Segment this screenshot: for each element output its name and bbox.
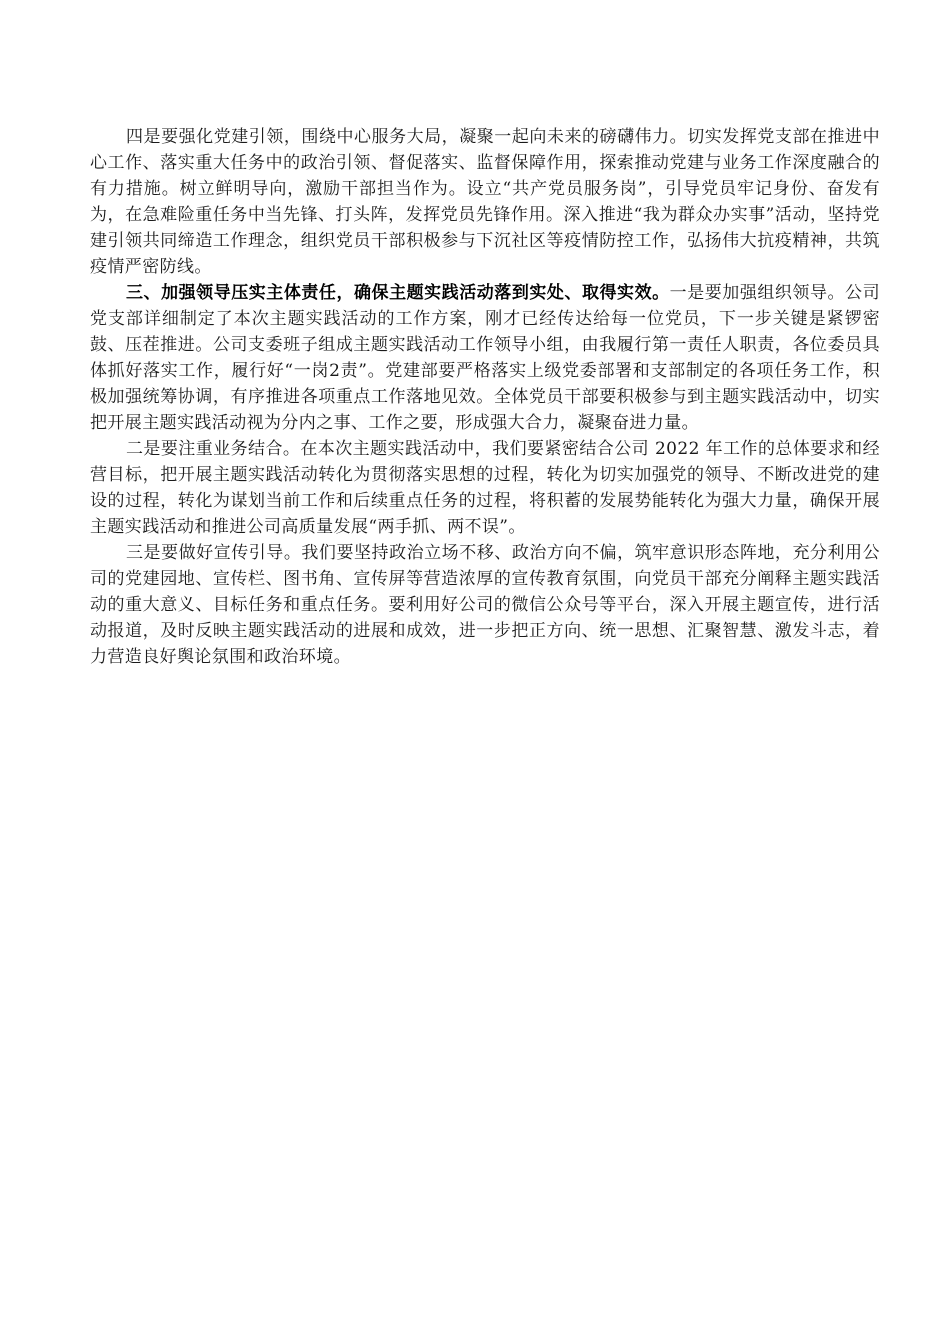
paragraph-2 (90, 280, 880, 436)
section-heading-3: 三、加强领导压实主体责任，确保主题实践活动落到实处、取得实效。 (126, 283, 670, 303)
paragraph-2-text: 一是要加强组织领导。公司党支部详细制定了本次主题实践活动的工作方案，刚才已经传达给每一位党员，下一步关键是紧锣密鼓、压茬推进。公司支委班子组成主题实践活动工作领导小组，由我履行第一责任人职责，各位委员具体抓好落实工作，履行好“一岗2责”。党建部要严格落实上级党委部署和支部制定的各项任务工作，积极加强统筹协调，有序推进各项重点工作落地见效。全体党员干部要积极参与到主题实践活动中，切实把开展主题实践活动视为分内之事、工作之要，形成强大合力，凝聚奋进力量。 (90, 283, 880, 433)
paragraph-4 (90, 540, 880, 670)
paragraph-1-text: 四是要强化党建引领，围绕中心服务大局，凝聚一起向未来的磅礴伟力。切实发挥党支部在推进中心工作、落实重大任务中的政治引领、督促落实、监督保障作用，探索推动党建与业务工作深度融合的有力措施。树立鲜明导向，激励干部担当作为。设立“共产党员服务岗”，引导党员牢记身份、奋发有为，在急难险重任务中当先锋、打头阵，发挥党员先锋作用。深入推进“我为群众办实事”活动，坚持党建引领共同缔造工作理念，组织党员干部积极参与下沉社区等疫情防控工作，弘扬伟大抗疫精神，共筑疫情严密防线。 (90, 127, 880, 277)
document-body (90, 124, 880, 670)
paragraph-4-text: 三是要做好宣传引导。我们要坚持政治立场不移、政治方向不偏，筑牢意识形态阵地，充分利用公司的党建园地、宣传栏、图书角、宣传屏等营造浓厚的宣传教育氛围，向党员干部充分阐释主题实践活动的重大意义、目标任务和重点任务。要利用好公司的微信公众号等平台，深入开展主题宣传，进行活动报道，及时反映主题实践活动的进展和成效，进一步把正方向、统一思想、汇聚智慧、激发斗志，着力营造良好舆论氛围和政治环境。 (90, 543, 880, 667)
paragraph-1 (90, 124, 880, 280)
paragraph-3 (90, 436, 880, 540)
paragraph-3-text: 二是要注重业务结合。在本次主题实践活动中，我们要紧密结合公司 2022 年工作的总体要求和经营目标，把开展主题实践活动转化为贯彻落实思想的过程，转化为切实加强党的领导、不断改进党的建设的过程，转化为谋划当前工作和后续重点任务的过程，将积蓄的发展势能转化为强大力量，确保开展主题实践活动和推进公司高质量发展“两手抓、两不误”。 (90, 439, 880, 537)
